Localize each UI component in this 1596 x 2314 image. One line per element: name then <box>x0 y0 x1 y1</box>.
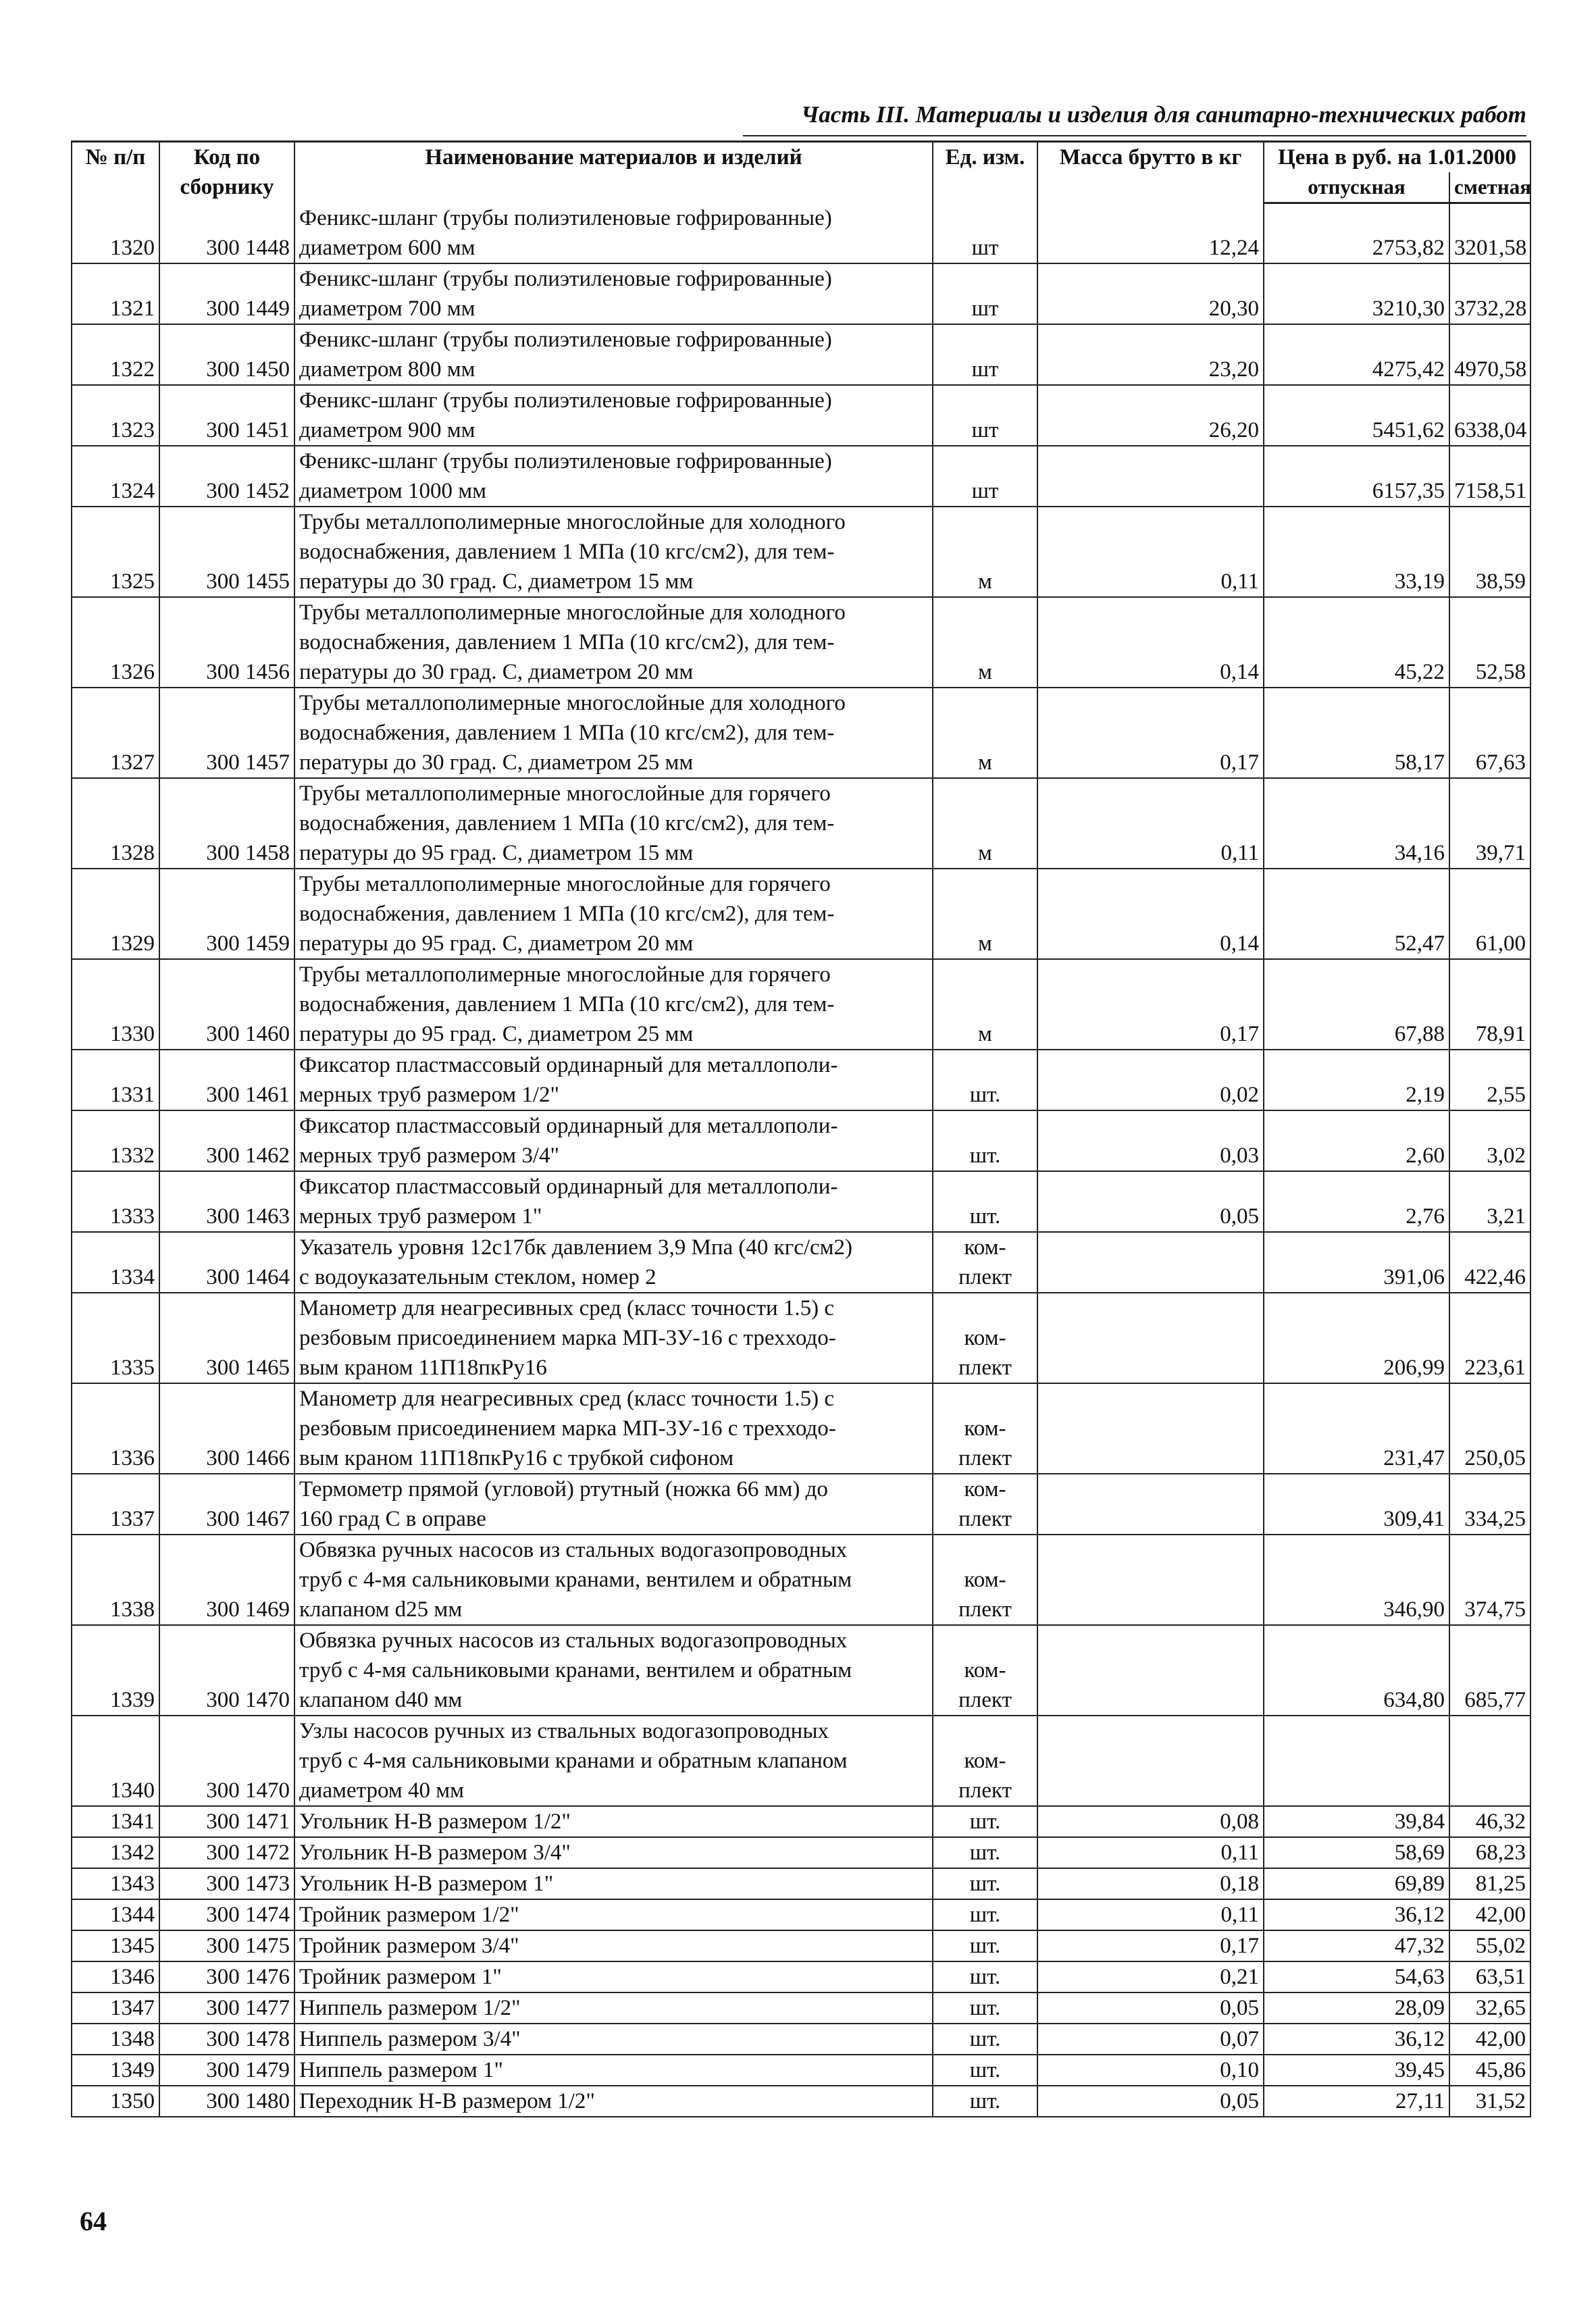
price-estimate: 685,77 <box>1449 1625 1530 1716</box>
price-release: 5451,62 <box>1264 385 1449 446</box>
gross-mass: 0,03 <box>1037 1110 1264 1171</box>
price-release: 28,09 <box>1264 1992 1449 2024</box>
unit: ком- плект <box>933 1293 1037 1383</box>
item-name: Фиксатор пластмассовый ординарный для металлополи- мерных труб размером 1/2" <box>294 1050 933 1110</box>
table-row <box>72 1961 1530 1992</box>
price-estimate: 3201,58 <box>1449 203 1530 263</box>
collection-code: 300 1479 <box>159 2055 294 2086</box>
price-estimate: 42,00 <box>1449 1899 1530 1930</box>
table-row <box>72 2086 1530 2117</box>
price-estimate <box>1449 1716 1530 1806</box>
collection-code: 300 1474 <box>159 1899 294 1930</box>
price-estimate: 55,02 <box>1449 1930 1530 1961</box>
table-row <box>72 1716 1530 1806</box>
price-estimate: 3,02 <box>1449 1110 1530 1171</box>
item-name: Феникс-шланг (трубы полиэтиленовые гофрированные) диаметром 700 мм <box>294 263 933 324</box>
collection-code: 300 1473 <box>159 1868 294 1899</box>
unit: шт. <box>933 1930 1037 1961</box>
gross-mass <box>1037 1716 1264 1806</box>
unit: шт. <box>933 2024 1037 2055</box>
price-release: 2,60 <box>1264 1110 1449 1171</box>
table-row <box>72 507 1530 597</box>
header-price-estimate: сметная <box>1449 172 1530 203</box>
price-release <box>1264 1716 1449 1806</box>
header-rule <box>743 135 1526 136</box>
collection-code: 300 1450 <box>159 324 294 385</box>
table-row <box>72 1837 1530 1868</box>
header-unit: Ед. изм. <box>933 142 1037 203</box>
row-number: 1334 <box>72 1232 159 1293</box>
collection-code: 300 1456 <box>159 597 294 688</box>
collection-code: 300 1465 <box>159 1293 294 1383</box>
unit: м <box>933 688 1037 778</box>
row-number: 1326 <box>72 597 159 688</box>
gross-mass: 0,18 <box>1037 1868 1264 1899</box>
item-name: Манометр для неагресивных сред (класс точности 1.5) с резбовым присоединением марка МП-3У-16 с трехходо- вым краном 11П18пкРу16 с трубкой сифоном <box>294 1383 933 1474</box>
price-release: 67,88 <box>1264 959 1449 1050</box>
page-number: 64 <box>80 2206 107 2236</box>
item-name: Феникс-шланг (трубы полиэтиленовые гофрированные) диаметром 900 мм <box>294 385 933 446</box>
table-row <box>72 324 1530 385</box>
gross-mass: 23,20 <box>1037 324 1264 385</box>
gross-mass: 0,17 <box>1037 959 1264 1050</box>
unit: шт <box>933 446 1037 507</box>
table-row <box>72 1899 1530 1930</box>
row-number: 1321 <box>72 263 159 324</box>
table-row <box>72 1474 1530 1535</box>
item-name: Термометр прямой (угловой) ртутный (ножка 66 мм) до 160 град С в оправе <box>294 1474 933 1535</box>
price-estimate: 52,58 <box>1449 597 1530 688</box>
item-name: Узлы насосов ручных из ствальных водогазопроводных труб с 4-мя сальниковыми кранами и обратным клапаном диаметром 40 мм <box>294 1716 933 1806</box>
item-name: Ниппель размером 1/2" <box>294 1992 933 2024</box>
gross-mass: 0,05 <box>1037 2086 1264 2117</box>
row-number: 1346 <box>72 1961 159 1992</box>
row-number: 1323 <box>72 385 159 446</box>
price-release: 54,63 <box>1264 1961 1449 1992</box>
table-row <box>72 597 1530 688</box>
unit: шт. <box>933 1171 1037 1232</box>
price-estimate: 67,63 <box>1449 688 1530 778</box>
unit: шт. <box>933 1868 1037 1899</box>
price-estimate: 38,59 <box>1449 507 1530 597</box>
price-estimate: 31,52 <box>1449 2086 1530 2117</box>
table-row <box>72 263 1530 324</box>
unit: м <box>933 507 1037 597</box>
row-number: 1322 <box>72 324 159 385</box>
price-estimate: 81,25 <box>1449 1868 1530 1899</box>
price-estimate: 32,65 <box>1449 1992 1530 2024</box>
price-release: 4275,42 <box>1264 324 1449 385</box>
price-estimate: 78,91 <box>1449 959 1530 1050</box>
row-number: 1343 <box>72 1868 159 1899</box>
price-release: 2,76 <box>1264 1171 1449 1232</box>
price-release: 2,19 <box>1264 1050 1449 1110</box>
item-name: Манометр для неагресивных сред (класс точности 1.5) с резбовым присоединением марка МП-3У-16 с трехходо- вым краном 11П18пкРу16 <box>294 1293 933 1383</box>
table-row <box>72 446 1530 507</box>
table-row <box>72 778 1530 869</box>
item-name: Трубы металлополимерные многослойные для холодного водоснабжения, давлением 1 МПа (10 кгс/см2), для тем- пературы до 30 град. С, диаметром 15 мм <box>294 507 933 597</box>
price-estimate: 374,75 <box>1449 1535 1530 1625</box>
row-number: 1341 <box>72 1806 159 1837</box>
price-release: 45,22 <box>1264 597 1449 688</box>
header-price: Цена в руб. на 1.01.2000 <box>1264 142 1530 173</box>
row-number: 1332 <box>72 1110 159 1171</box>
gross-mass: 0,07 <box>1037 2024 1264 2055</box>
table-row <box>72 959 1530 1050</box>
collection-code: 300 1477 <box>159 1992 294 2024</box>
collection-code: 300 1459 <box>159 869 294 959</box>
collection-code: 300 1472 <box>159 1837 294 1868</box>
item-name: Феникс-шланг (трубы полиэтиленовые гофрированные) диаметром 1000 мм <box>294 446 933 507</box>
price-release: 39,84 <box>1264 1806 1449 1837</box>
unit: шт. <box>933 1899 1037 1930</box>
row-number: 1331 <box>72 1050 159 1110</box>
row-number: 1348 <box>72 2024 159 2055</box>
row-number: 1333 <box>72 1171 159 1232</box>
collection-code: 300 1461 <box>159 1050 294 1110</box>
row-number: 1337 <box>72 1474 159 1535</box>
item-name: Переходник Н-В размером 1/2" <box>294 2086 933 2117</box>
price-release: 36,12 <box>1264 1899 1449 1930</box>
row-number: 1340 <box>72 1716 159 1806</box>
price-release: 34,16 <box>1264 778 1449 869</box>
row-number: 1338 <box>72 1535 159 1625</box>
price-estimate: 7158,51 <box>1449 446 1530 507</box>
header-num: № п/п <box>72 142 159 203</box>
price-estimate: 3732,28 <box>1449 263 1530 324</box>
unit: м <box>933 597 1037 688</box>
row-number: 1330 <box>72 959 159 1050</box>
table-header-row <box>72 142 1530 173</box>
item-name: Трубы металлополимерные многослойные для холодного водоснабжения, давлением 1 МПа (10 кгс/см2), для тем- пературы до 30 град. С, диаметром 20 мм <box>294 597 933 688</box>
unit: ком- плект <box>933 1535 1037 1625</box>
price-estimate: 2,55 <box>1449 1050 1530 1110</box>
collection-code: 300 1462 <box>159 1110 294 1171</box>
row-number: 1320 <box>72 203 159 263</box>
price-estimate: 3,21 <box>1449 1171 1530 1232</box>
collection-code: 300 1455 <box>159 507 294 597</box>
price-release: 58,17 <box>1264 688 1449 778</box>
unit: шт <box>933 324 1037 385</box>
table-row <box>72 1110 1530 1171</box>
price-estimate: 223,61 <box>1449 1293 1530 1383</box>
price-release: 36,12 <box>1264 2024 1449 2055</box>
gross-mass: 0,14 <box>1037 597 1264 688</box>
item-name: Трубы металлополимерные многослойные для горячего водоснабжения, давлением 1 МПа (10 кгс/см2), для тем- пературы до 95 град. С, диаметром 25 мм <box>294 959 933 1050</box>
item-name: Тройник размером 1" <box>294 1961 933 1992</box>
gross-mass: 0,14 <box>1037 869 1264 959</box>
collection-code: 300 1466 <box>159 1383 294 1474</box>
collection-code: 300 1451 <box>159 385 294 446</box>
unit: шт. <box>933 1837 1037 1868</box>
price-release: 33,19 <box>1264 507 1449 597</box>
running-head: Часть III. Материалы и изделия для санитарно-технических работ <box>801 101 1526 128</box>
row-number: 1335 <box>72 1293 159 1383</box>
price-estimate: 250,05 <box>1449 1383 1530 1474</box>
table-row <box>72 2055 1530 2086</box>
item-name: Тройник размером 3/4" <box>294 1930 933 1961</box>
gross-mass: 12,24 <box>1037 203 1264 263</box>
collection-code: 300 1469 <box>159 1535 294 1625</box>
collection-code: 300 1452 <box>159 446 294 507</box>
unit: ком- плект <box>933 1625 1037 1716</box>
row-number: 1350 <box>72 2086 159 2117</box>
item-name: Тройник размером 1/2" <box>294 1899 933 1930</box>
gross-mass: 0,10 <box>1037 2055 1264 2086</box>
item-name: Обвязка ручных насосов из стальных водогазопроводных труб с 4-мя сальниковыми кранами, вентилем и обратным клапаном d40 мм <box>294 1625 933 1716</box>
price-estimate: 422,46 <box>1449 1232 1530 1293</box>
table-row <box>72 203 1530 263</box>
item-name: Феникс-шланг (трубы полиэтиленовые гофрированные) диаметром 800 мм <box>294 324 933 385</box>
row-number: 1325 <box>72 507 159 597</box>
gross-mass: 0,05 <box>1037 1992 1264 2024</box>
table-row <box>72 1535 1530 1625</box>
collection-code: 300 1463 <box>159 1171 294 1232</box>
gross-mass <box>1037 1474 1264 1535</box>
price-release: 391,06 <box>1264 1232 1449 1293</box>
header-name: Наименование материалов и изделий <box>294 142 933 203</box>
table-row <box>72 1992 1530 2024</box>
item-name: Ниппель размером 1" <box>294 2055 933 2086</box>
unit: ком- плект <box>933 1716 1037 1806</box>
unit: шт. <box>933 1961 1037 1992</box>
price-release: 39,45 <box>1264 2055 1449 2086</box>
price-estimate: 46,32 <box>1449 1806 1530 1837</box>
unit: шт <box>933 385 1037 446</box>
header-price-release: отпускная <box>1264 172 1449 203</box>
gross-mass <box>1037 1535 1264 1625</box>
gross-mass <box>1037 1625 1264 1716</box>
gross-mass <box>1037 446 1264 507</box>
unit: шт <box>933 263 1037 324</box>
price-estimate: 68,23 <box>1449 1837 1530 1868</box>
gross-mass: 0,11 <box>1037 778 1264 869</box>
unit: шт <box>933 203 1037 263</box>
table-row <box>72 385 1530 446</box>
item-name: Фиксатор пластмассовый ординарный для металлополи- мерных труб размером 3/4" <box>294 1110 933 1171</box>
unit: м <box>933 959 1037 1050</box>
gross-mass: 0,21 <box>1037 1961 1264 1992</box>
price-estimate: 334,25 <box>1449 1474 1530 1535</box>
collection-code: 300 1460 <box>159 959 294 1050</box>
collection-code: 300 1478 <box>159 2024 294 2055</box>
item-name: Угольник Н-В размером 1/2" <box>294 1806 933 1837</box>
price-table <box>71 140 1531 2117</box>
price-estimate: 61,00 <box>1449 869 1530 959</box>
gross-mass: 0,11 <box>1037 507 1264 597</box>
item-name: Трубы металлополимерные многослойные для горячего водоснабжения, давлением 1 МПа (10 кгс/см2), для тем- пературы до 95 град. С, диаметром 20 мм <box>294 869 933 959</box>
row-number: 1336 <box>72 1383 159 1474</box>
table-row <box>72 1293 1530 1383</box>
table-row <box>72 688 1530 778</box>
row-number: 1329 <box>72 869 159 959</box>
collection-code: 300 1467 <box>159 1474 294 1535</box>
table-row <box>72 1383 1530 1474</box>
price-estimate: 63,51 <box>1449 1961 1530 1992</box>
gross-mass: 0,17 <box>1037 688 1264 778</box>
collection-code: 300 1464 <box>159 1232 294 1293</box>
row-number: 1342 <box>72 1837 159 1868</box>
table-row <box>72 1868 1530 1899</box>
unit: шт. <box>933 1806 1037 1837</box>
collection-code: 300 1448 <box>159 203 294 263</box>
price-release: 6157,35 <box>1264 446 1449 507</box>
table-row <box>72 1050 1530 1110</box>
unit: м <box>933 869 1037 959</box>
collection-code: 300 1470 <box>159 1716 294 1806</box>
table-row <box>72 1232 1530 1293</box>
gross-mass: 0,08 <box>1037 1806 1264 1837</box>
gross-mass: 0,02 <box>1037 1050 1264 1110</box>
header-mass: Масса брутто в кг <box>1037 142 1264 203</box>
table-row <box>72 1806 1530 1837</box>
row-number: 1339 <box>72 1625 159 1716</box>
price-release: 231,47 <box>1264 1383 1449 1474</box>
item-name: Фиксатор пластмассовый ординарный для металлополи- мерных труб размером 1" <box>294 1171 933 1232</box>
table-body <box>72 203 1530 2117</box>
gross-mass <box>1037 1293 1264 1383</box>
collection-code: 300 1458 <box>159 778 294 869</box>
collection-code: 300 1476 <box>159 1961 294 1992</box>
row-number: 1347 <box>72 1992 159 2024</box>
collection-code: 300 1471 <box>159 1806 294 1837</box>
unit: ком- плект <box>933 1232 1037 1293</box>
price-estimate: 39,71 <box>1449 778 1530 869</box>
gross-mass: 26,20 <box>1037 385 1264 446</box>
gross-mass: 0,11 <box>1037 1837 1264 1868</box>
table-row <box>72 2024 1530 2055</box>
price-estimate: 4970,58 <box>1449 324 1530 385</box>
row-number: 1349 <box>72 2055 159 2086</box>
price-estimate: 45,86 <box>1449 2055 1530 2086</box>
price-release: 309,41 <box>1264 1474 1449 1535</box>
gross-mass: 0,17 <box>1037 1930 1264 1961</box>
item-name: Угольник Н-В размером 3/4" <box>294 1837 933 1868</box>
gross-mass <box>1037 1383 1264 1474</box>
collection-code: 300 1449 <box>159 263 294 324</box>
unit: ком- плект <box>933 1383 1037 1474</box>
item-name: Угольник Н-В размером 1" <box>294 1868 933 1899</box>
unit: м <box>933 778 1037 869</box>
table-row <box>72 1625 1530 1716</box>
item-name: Феникс-шланг (трубы полиэтиленовые гофрированные) диаметром 600 мм <box>294 203 933 263</box>
unit: шт. <box>933 1992 1037 2024</box>
gross-mass: 0,11 <box>1037 1899 1264 1930</box>
unit: шт. <box>933 1050 1037 1110</box>
gross-mass: 20,30 <box>1037 263 1264 324</box>
price-release: 346,90 <box>1264 1535 1449 1625</box>
table-row <box>72 869 1530 959</box>
unit: шт. <box>933 2086 1037 2117</box>
row-number: 1324 <box>72 446 159 507</box>
gross-mass: 0,05 <box>1037 1171 1264 1232</box>
price-release: 634,80 <box>1264 1625 1449 1716</box>
item-name: Ниппель размером 3/4" <box>294 2024 933 2055</box>
price-estimate: 6338,04 <box>1449 385 1530 446</box>
collection-code: 300 1457 <box>159 688 294 778</box>
price-release: 2753,82 <box>1264 203 1449 263</box>
header-code: Код по сборнику <box>159 142 294 203</box>
unit: ком- плект <box>933 1474 1037 1535</box>
price-release: 27,11 <box>1264 2086 1449 2117</box>
price-release: 58,69 <box>1264 1837 1449 1868</box>
item-name: Указатель уровня 12с17бк давлением 3,9 Мпа (40 кгс/см2) с водоуказательным стеклом, номер 2 <box>294 1232 933 1293</box>
price-release: 69,89 <box>1264 1868 1449 1899</box>
row-number: 1344 <box>72 1899 159 1930</box>
price-release: 3210,30 <box>1264 263 1449 324</box>
table-row <box>72 1171 1530 1232</box>
table-row <box>72 1930 1530 1961</box>
row-number: 1328 <box>72 778 159 869</box>
collection-code: 300 1470 <box>159 1625 294 1716</box>
item-name: Обвязка ручных насосов из стальных водогазопроводных труб с 4-мя сальниковыми кранами, вентилем и обратным клапаном d25 мм <box>294 1535 933 1625</box>
row-number: 1327 <box>72 688 159 778</box>
row-number: 1345 <box>72 1930 159 1961</box>
price-release: 52,47 <box>1264 869 1449 959</box>
unit: шт. <box>933 2055 1037 2086</box>
price-release: 206,99 <box>1264 1293 1449 1383</box>
item-name: Трубы металлополимерные многослойные для горячего водоснабжения, давлением 1 МПа (10 кгс/см2), для тем- пературы до 95 град. С, диаметром 15 мм <box>294 778 933 869</box>
price-release: 47,32 <box>1264 1930 1449 1961</box>
gross-mass <box>1037 1232 1264 1293</box>
unit: шт. <box>933 1110 1037 1171</box>
collection-code: 300 1480 <box>159 2086 294 2117</box>
price-estimate: 42,00 <box>1449 2024 1530 2055</box>
collection-code: 300 1475 <box>159 1930 294 1961</box>
item-name: Трубы металлополимерные многослойные для холодного водоснабжения, давлением 1 МПа (10 кгс/см2), для тем- пературы до 30 град. С, диаметром 25 мм <box>294 688 933 778</box>
